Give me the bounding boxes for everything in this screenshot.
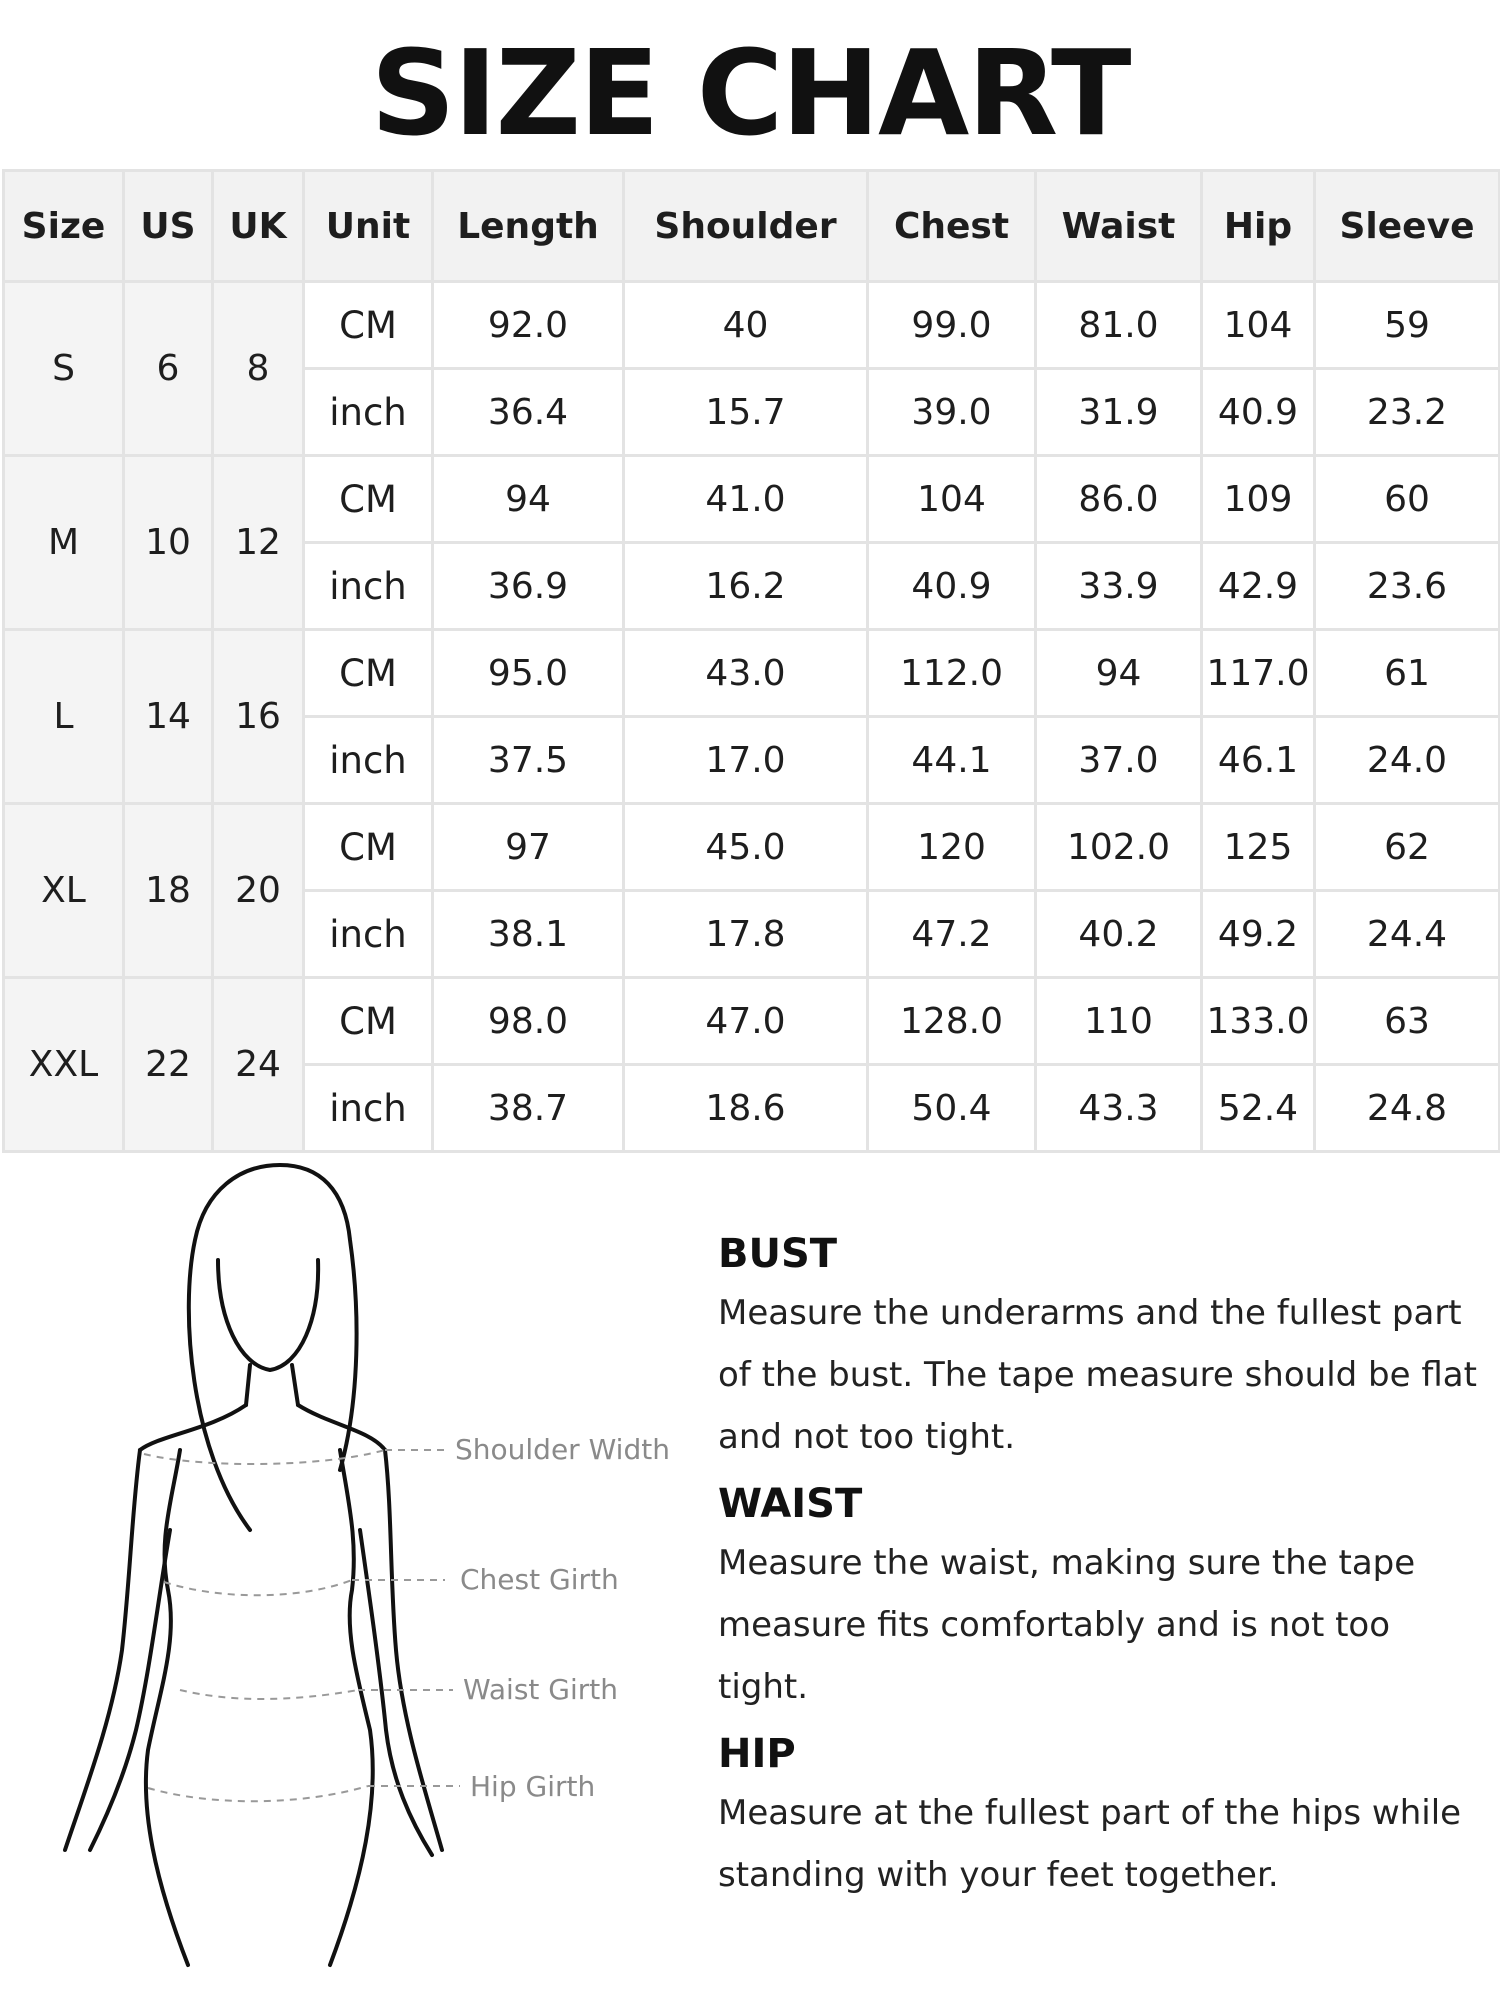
hip-cell: 40.9 (1202, 369, 1315, 456)
length-cell: 98.0 (433, 978, 624, 1065)
chest-cell: 44.1 (868, 717, 1036, 804)
sleeve-cell: 23.6 (1315, 543, 1500, 630)
unit-cell: CM (304, 804, 433, 891)
sleeve-cell: 60 (1315, 456, 1500, 543)
bust-instructions: Measure the underarms and the fullest part of the bust. The tape measure should be flat and not too tight. (718, 1293, 1477, 1457)
header-length: Length (433, 171, 624, 282)
hip-cell: 42.9 (1202, 543, 1315, 630)
hip-heading: HIP (718, 1731, 796, 1777)
header-unit: Unit (304, 171, 433, 282)
header-shoulder: Shoulder (624, 171, 868, 282)
uk-cell: 8 (213, 282, 304, 456)
sleeve-cell: 61 (1315, 630, 1500, 717)
shoulder-cell: 17.8 (624, 891, 868, 978)
size-cell: S (4, 282, 124, 456)
table-body (4, 282, 1500, 1152)
header-size: Size (4, 171, 124, 282)
table-row (4, 804, 1500, 891)
waist-cell: 31.9 (1036, 369, 1202, 456)
size-cell: M (4, 456, 124, 630)
shoulder-cell: 17.0 (624, 717, 868, 804)
shoulder-width-label: Shoulder Width (455, 1433, 670, 1466)
shoulder-cell: 43.0 (624, 630, 868, 717)
header-us: US (124, 171, 213, 282)
measurement-guide (718, 1226, 1478, 1914)
shoulder-cell: 40 (624, 282, 868, 369)
sleeve-cell: 24.4 (1315, 891, 1500, 978)
unit-cell: CM (304, 978, 433, 1065)
uk-cell: 20 (213, 804, 304, 978)
page-title: SIZE CHART (370, 24, 1130, 162)
hip-cell: 46.1 (1202, 717, 1315, 804)
us-cell: 14 (124, 630, 213, 804)
header-waist: Waist (1036, 171, 1202, 282)
us-cell: 6 (124, 282, 213, 456)
chest-cell: 50.4 (868, 1065, 1036, 1152)
sleeve-cell: 24.8 (1315, 1065, 1500, 1152)
shoulder-cell: 47.0 (624, 978, 868, 1065)
hip-cell: 125 (1202, 804, 1315, 891)
shoulder-cell: 41.0 (624, 456, 868, 543)
body-measurement-figure (40, 1150, 700, 1980)
unit-cell: inch (304, 1065, 433, 1152)
unit-cell: CM (304, 282, 433, 369)
chest-cell: 128.0 (868, 978, 1036, 1065)
us-cell: 18 (124, 804, 213, 978)
chest-cell: 40.9 (868, 543, 1036, 630)
waist-instructions: Measure the waist, making sure the tape measure fits comfortably and is not too tight. (718, 1543, 1416, 1707)
unit-cell: CM (304, 630, 433, 717)
waist-cell: 33.9 (1036, 543, 1202, 630)
us-cell: 22 (124, 978, 213, 1152)
shoulder-cell: 45.0 (624, 804, 868, 891)
hip-cell: 52.4 (1202, 1065, 1315, 1152)
us-cell: 10 (124, 456, 213, 630)
waist-heading: WAIST (718, 1481, 863, 1527)
waist-cell: 40.2 (1036, 891, 1202, 978)
sleeve-cell: 62 (1315, 804, 1500, 891)
chest-cell: 120 (868, 804, 1036, 891)
length-cell: 36.4 (433, 369, 624, 456)
bust-heading: BUST (718, 1231, 838, 1277)
waist-cell: 37.0 (1036, 717, 1202, 804)
header-chest: Chest (868, 171, 1036, 282)
table-row (4, 282, 1500, 369)
hip-girth-label: Hip Girth (470, 1770, 596, 1803)
table-row (4, 456, 1500, 543)
waist-cell: 86.0 (1036, 456, 1202, 543)
uk-cell: 12 (213, 456, 304, 630)
chest-cell: 99.0 (868, 282, 1036, 369)
waist-cell: 110 (1036, 978, 1202, 1065)
shoulder-cell: 18.6 (624, 1065, 868, 1152)
unit-cell: inch (304, 369, 433, 456)
waist-girth-label: Waist Girth (463, 1673, 619, 1706)
table-row (4, 978, 1500, 1065)
length-cell: 36.9 (433, 543, 624, 630)
chest-cell: 112.0 (868, 630, 1036, 717)
unit-cell: inch (304, 891, 433, 978)
size-cell: XL (4, 804, 124, 978)
sleeve-cell: 59 (1315, 282, 1500, 369)
uk-cell: 24 (213, 978, 304, 1152)
unit-cell: inch (304, 717, 433, 804)
shoulder-cell: 16.2 (624, 543, 868, 630)
hip-cell: 104 (1202, 282, 1315, 369)
uk-cell: 16 (213, 630, 304, 804)
unit-cell: CM (304, 456, 433, 543)
table-row (4, 630, 1500, 717)
length-cell: 92.0 (433, 282, 624, 369)
sleeve-cell: 24.0 (1315, 717, 1500, 804)
header-hip: Hip (1202, 171, 1315, 282)
chest-cell: 104 (868, 456, 1036, 543)
waist-cell: 94 (1036, 630, 1202, 717)
hip-instructions: Measure at the fullest part of the hips while standing with your feet together. (718, 1793, 1462, 1895)
sleeve-cell: 63 (1315, 978, 1500, 1065)
shoulder-cell: 15.7 (624, 369, 868, 456)
chest-cell: 39.0 (868, 369, 1036, 456)
chest-cell: 47.2 (868, 891, 1036, 978)
size-cell: L (4, 630, 124, 804)
unit-cell: inch (304, 543, 433, 630)
header-sleeve: Sleeve (1315, 171, 1500, 282)
header-uk: UK (213, 171, 304, 282)
length-cell: 38.7 (433, 1065, 624, 1152)
length-cell: 94 (433, 456, 624, 543)
length-cell: 37.5 (433, 717, 624, 804)
hip-cell: 49.2 (1202, 891, 1315, 978)
sleeve-cell: 23.2 (1315, 369, 1500, 456)
chest-girth-label: Chest Girth (460, 1563, 619, 1596)
hip-cell: 117.0 (1202, 630, 1315, 717)
hip-cell: 133.0 (1202, 978, 1315, 1065)
size-table (2, 169, 1500, 1153)
hip-cell: 109 (1202, 456, 1315, 543)
length-cell: 38.1 (433, 891, 624, 978)
table-header-row (4, 171, 1500, 282)
waist-cell: 102.0 (1036, 804, 1202, 891)
waist-cell: 81.0 (1036, 282, 1202, 369)
waist-cell: 43.3 (1036, 1065, 1202, 1152)
size-cell: XXL (4, 978, 124, 1152)
length-cell: 95.0 (433, 630, 624, 717)
length-cell: 97 (433, 804, 624, 891)
